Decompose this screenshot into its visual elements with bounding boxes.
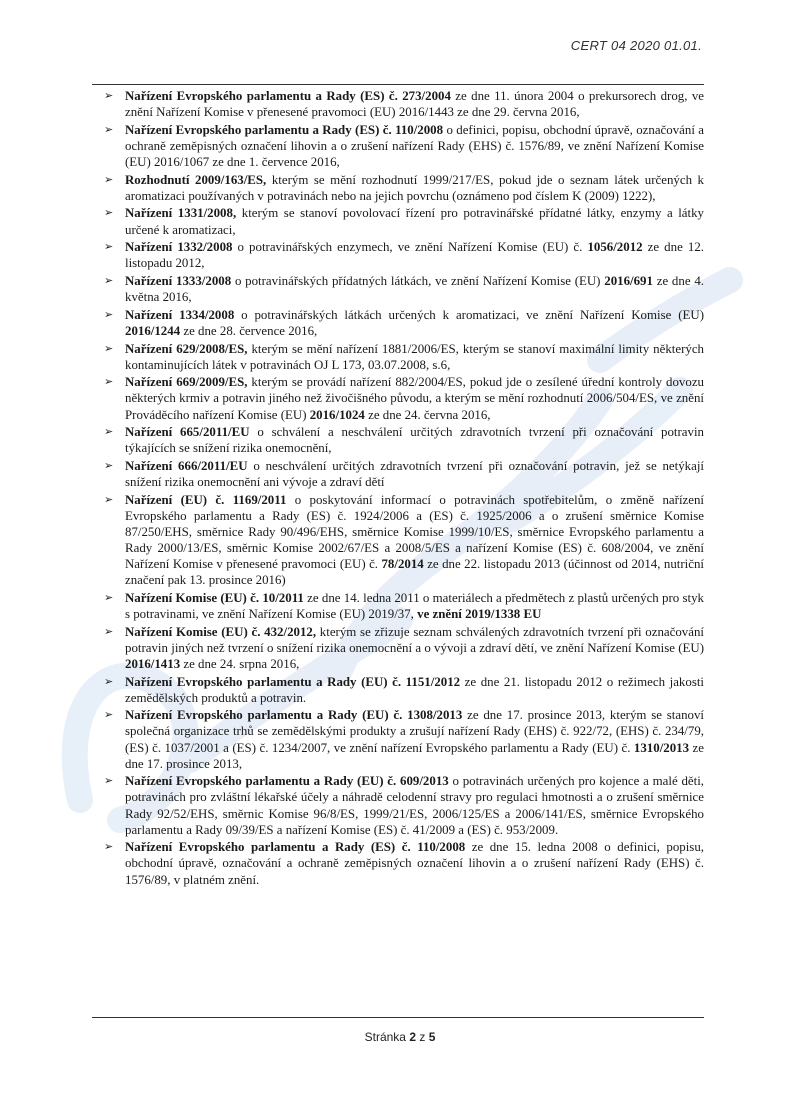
bullet-arrow-icon: ➢ xyxy=(104,625,114,638)
regulation-ref: Nařízení Evropského parlamentu a Rady (ES) č. 273/2004 xyxy=(125,89,451,103)
list-item xyxy=(104,773,704,837)
regulation-text: kterým se stanoví povolovací řízení pro potravinářské přídatné látky, enzymy a látky určené k aromatizaci, xyxy=(125,206,704,237)
regulation-text: kterým se zřizuje seznam schválených zdravotních tvrzení při označování potravin jiných než tvrzení o snížení rizika onemocnění a o vývoji a zdraví dětí, ve znění Nařízení Komise (EU) xyxy=(125,624,704,655)
regulation-ref: Nařízení Evropského parlamentu a Rady (EU) č. 1308/2013 xyxy=(125,708,463,723)
regulation-ref: Nařízení 1333/2008 xyxy=(125,274,232,288)
list-item xyxy=(104,674,704,706)
regulation-ref: Nařízení Evropského parlamentu a Rady (ES) č. 110/2008 xyxy=(125,840,466,855)
regulation-text: kterým se provádí nařízení 882/2004/ES, pokud jde o zesílené úřední kontroly dovozu některých krmiv a potravin jiného než živočišného původu, a kterým se mění rozhodnutí 2006/504/ES, ve znění Prováděcího nařízení Komise (EU) xyxy=(125,375,704,422)
bullet-arrow-icon: ➢ xyxy=(104,709,114,722)
list-item xyxy=(104,273,704,305)
regulation-text: o potravinářských přídatných látkách, ve znění Nařízení Komise (EU) xyxy=(231,274,605,288)
list-item xyxy=(104,492,704,589)
list-item xyxy=(104,374,704,422)
regulation-text: o potravinách určených pro kojence a malé děti, potravinách pro zvláštní lékařské účely a náhradě celodenní stravy pro regulaci hmotnosti a o zrušení směrnice Rady 92/52/EHS, směrnic Komise 96/8/ES, 1999/21/ES, 2006/125/ES a 2006/141/ES, směrnice Evropského parlamentu a Rady 09/39/ES a nařízení Komise (ES) č. 41/2009 a (ES) č. 953/2009. xyxy=(125,774,704,837)
list-item xyxy=(104,424,704,456)
bullet-arrow-icon: ➢ xyxy=(104,841,114,854)
bullet-arrow-icon: ➢ xyxy=(104,308,114,321)
bullet-arrow-icon: ➢ xyxy=(104,460,114,472)
regulation-ref: Nařízení Evropského parlamentu a Rady (ES) č. 110/2008 xyxy=(125,122,444,137)
bullet-arrow-icon: ➢ xyxy=(104,376,114,389)
list-item xyxy=(104,707,704,771)
regulation-text: kterým se mění rozhodnutí 1999/217/ES, pokud jde o seznam látek určených k aromatizaci používaných v potravinách nebo na jejich povrchu (oznámeno pod číslem K (2009) 1222), xyxy=(125,172,705,203)
bullet-arrow-icon: ➢ xyxy=(104,675,114,688)
list-item xyxy=(104,839,704,887)
bullet-arrow-icon: ➢ xyxy=(104,426,114,439)
list-item xyxy=(104,307,704,339)
list-item xyxy=(104,122,704,170)
regulation-text: ze dne 12. listopadu 2012, xyxy=(125,240,704,271)
regulation-text: ze dne 17. prosince 2013, kterým se stanoví společná organizace trhů se zemědělskými produkty a zrušují nařízení Rady (EHS) č. 922/72, (EHS) č. 234/79, (ES) č. 1037/2001 a (ES) č. 1234/2007, ve znění nařízení Evropského parlamentu a Rady (EU) č. xyxy=(125,708,704,755)
regulation-text: ze dne 4. května 2016, xyxy=(125,274,704,305)
regulation-ref: Nařízení Komise (EU) č. 10/2011 xyxy=(125,590,304,605)
list-item xyxy=(104,239,704,271)
regulation-text: ze dne 15. ledna 2008 o definici, popisu, obchodní úpravě, označování a ochraně zeměpisných označení lihovin a o zrušení nařízení Rady (EHS) č. 1576/89, v platném znění. xyxy=(125,840,704,887)
regulation-text: o definici, popisu, obchodní úpravě, označování a ochraně zeměpisných označení lihovin a o zrušení nařízení Rady (EHS) č. 1576/89, ve znění Nařízení Komise (EU) 2016/1067 ze dne 1. července 2016, xyxy=(125,122,705,169)
header-rule xyxy=(92,84,704,85)
bullet-arrow-icon: ➢ xyxy=(104,493,114,506)
regulation-ref: Nařízení 666/2011/EU xyxy=(125,459,248,473)
page-prefix: Stránka xyxy=(364,1030,410,1044)
list-item xyxy=(104,590,704,622)
page-footer xyxy=(0,1030,800,1044)
bullet-arrow-icon: ➢ xyxy=(104,342,114,355)
regulation-text: kterým se mění nařízení 1881/2006/ES, kterým se stanoví maximální limity některých kontaminujících látek v potravinách OJ L 173, 03.07.2008, s.6, xyxy=(125,341,704,372)
regulation-ref: Nařízení Evropského parlamentu a Rady (EU) č. 1151/2012 xyxy=(125,674,461,689)
regulation-text: ze dne 14. ledna 2011 o materiálech a předmětech z plastů určených pro styk s potravinami, ve znění Nařízení Komise (EU) 2019/37, xyxy=(125,590,704,622)
regulation-text: ze dne 21. listopadu 2012 o režimech jakosti zemědělských produktů a potravin. xyxy=(125,674,704,705)
regulation-ref: 78/2014 xyxy=(381,557,424,572)
page-total: 5 xyxy=(428,1030,436,1044)
regulation-ref: Nařízení 1331/2008, xyxy=(125,206,237,221)
footer-rule xyxy=(92,1017,704,1018)
bullet-arrow-icon: ➢ xyxy=(104,241,114,254)
list-item xyxy=(104,341,704,373)
regulation-text: o schválení a neschválení určitých zdravotních tvrzení při označování potravin týkajících se snížení rizika onemocnění, xyxy=(125,425,705,456)
regulation-text: o neschválení určitých zdravotních tvrzení při označování potravin, jež se netýkají snížení rizika onemocnění ani vývoje a zdraví dětí xyxy=(125,459,704,490)
bullet-arrow-icon: ➢ xyxy=(104,90,114,102)
regulation-ref: Nařízení 1332/2008 xyxy=(125,240,233,255)
list-item xyxy=(104,88,704,120)
regulation-ref: Nařízení 669/2009/ES, xyxy=(125,375,248,390)
list-item xyxy=(104,458,704,490)
bullet-arrow-icon: ➢ xyxy=(104,207,114,220)
regulation-text: ze dne 24. srpna 2016, xyxy=(180,656,300,671)
regulation-text: ze dne 24. června 2016, xyxy=(364,407,491,422)
list-item xyxy=(104,172,704,204)
bullet-arrow-icon: ➢ xyxy=(104,591,114,604)
regulation-ref: Nařízení 1334/2008 xyxy=(125,307,235,322)
list-item xyxy=(104,205,704,237)
regulation-text: ze dne 22. listopadu 2013 (účinnost od 2014, nutriční značení pak 13. prosince 2016) xyxy=(125,557,704,588)
regulation-ref: 2016/1413 xyxy=(125,656,181,671)
page-current: 2 xyxy=(409,1030,417,1044)
regulation-ref: Nařízení Evropského parlamentu a Rady (EU) č. 609/2013 xyxy=(125,774,449,789)
regulation-ref: 1310/2013 xyxy=(633,740,690,755)
page-of: z xyxy=(416,1030,429,1044)
regulation-text: o potravinářských enzymech, ve znění Nařízení Komise (EU) č. xyxy=(232,240,588,255)
regulation-text: ze dne 17. prosince 2013, xyxy=(125,740,704,771)
regulation-ref: ve znění 2019/1338 EU xyxy=(417,607,542,622)
regulation-ref: Nařízení 665/2011/EU xyxy=(125,425,250,440)
regulation-ref: Nařízení Komise (EU) č. 432/2012, xyxy=(125,624,317,639)
list-item xyxy=(104,624,704,672)
bullet-arrow-icon: ➢ xyxy=(104,173,114,186)
bullet-arrow-icon: ➢ xyxy=(104,123,114,136)
regulation-text: ze dne 28. července 2016, xyxy=(180,323,318,338)
regulation-list xyxy=(104,88,704,889)
regulation-ref: 2016/1024 xyxy=(309,407,365,422)
regulation-ref: Nařízení (EU) č. 1169/2011 xyxy=(125,492,287,507)
regulation-text: o potravinářských látkách určených k aromatizaci, ve znění Nařízení Komise (EU) xyxy=(234,307,704,322)
regulation-ref: 2016/691 xyxy=(604,274,653,288)
bullet-arrow-icon: ➢ xyxy=(104,275,114,287)
bullet-arrow-icon: ➢ xyxy=(104,775,114,788)
regulation-text: ze dne 11. února 2004 o prekursorech drog, ve znění Nařízení Komise v přenesené pravomoci (EU) 2016/1443 ze dne 29. června 2016, xyxy=(125,89,704,120)
regulation-ref: 2016/1244 xyxy=(125,323,181,338)
document-code: CERT 04 2020 01.01. xyxy=(570,38,702,53)
regulation-ref: Rozhodnutí 2009/163/ES, xyxy=(125,172,267,187)
regulation-text: o poskytování informací o potravinách spotřebitelům, o změně nařízení Evropského parlamentu a Rady (ES) č. 1924/2006 a (ES) č. 1925/2006 a o zrušení směrnice Komise 87/250/EHS, směrnice Rady 90/496/EHS, směrnice Komise 1999/10/ES, směrnice Evropského parlamentu a Rady 2000/13/ES, směrnic Komise 2002/67/ES a 2008/5/ES a nařízení Komise (ES) č. 608/2004, ve znění Nařízení Komise v přenesené pravomoci (EU) č. xyxy=(125,492,704,572)
regulation-ref: 1056/2012 xyxy=(587,240,643,255)
regulation-ref: Nařízení 629/2008/ES, xyxy=(125,341,248,356)
